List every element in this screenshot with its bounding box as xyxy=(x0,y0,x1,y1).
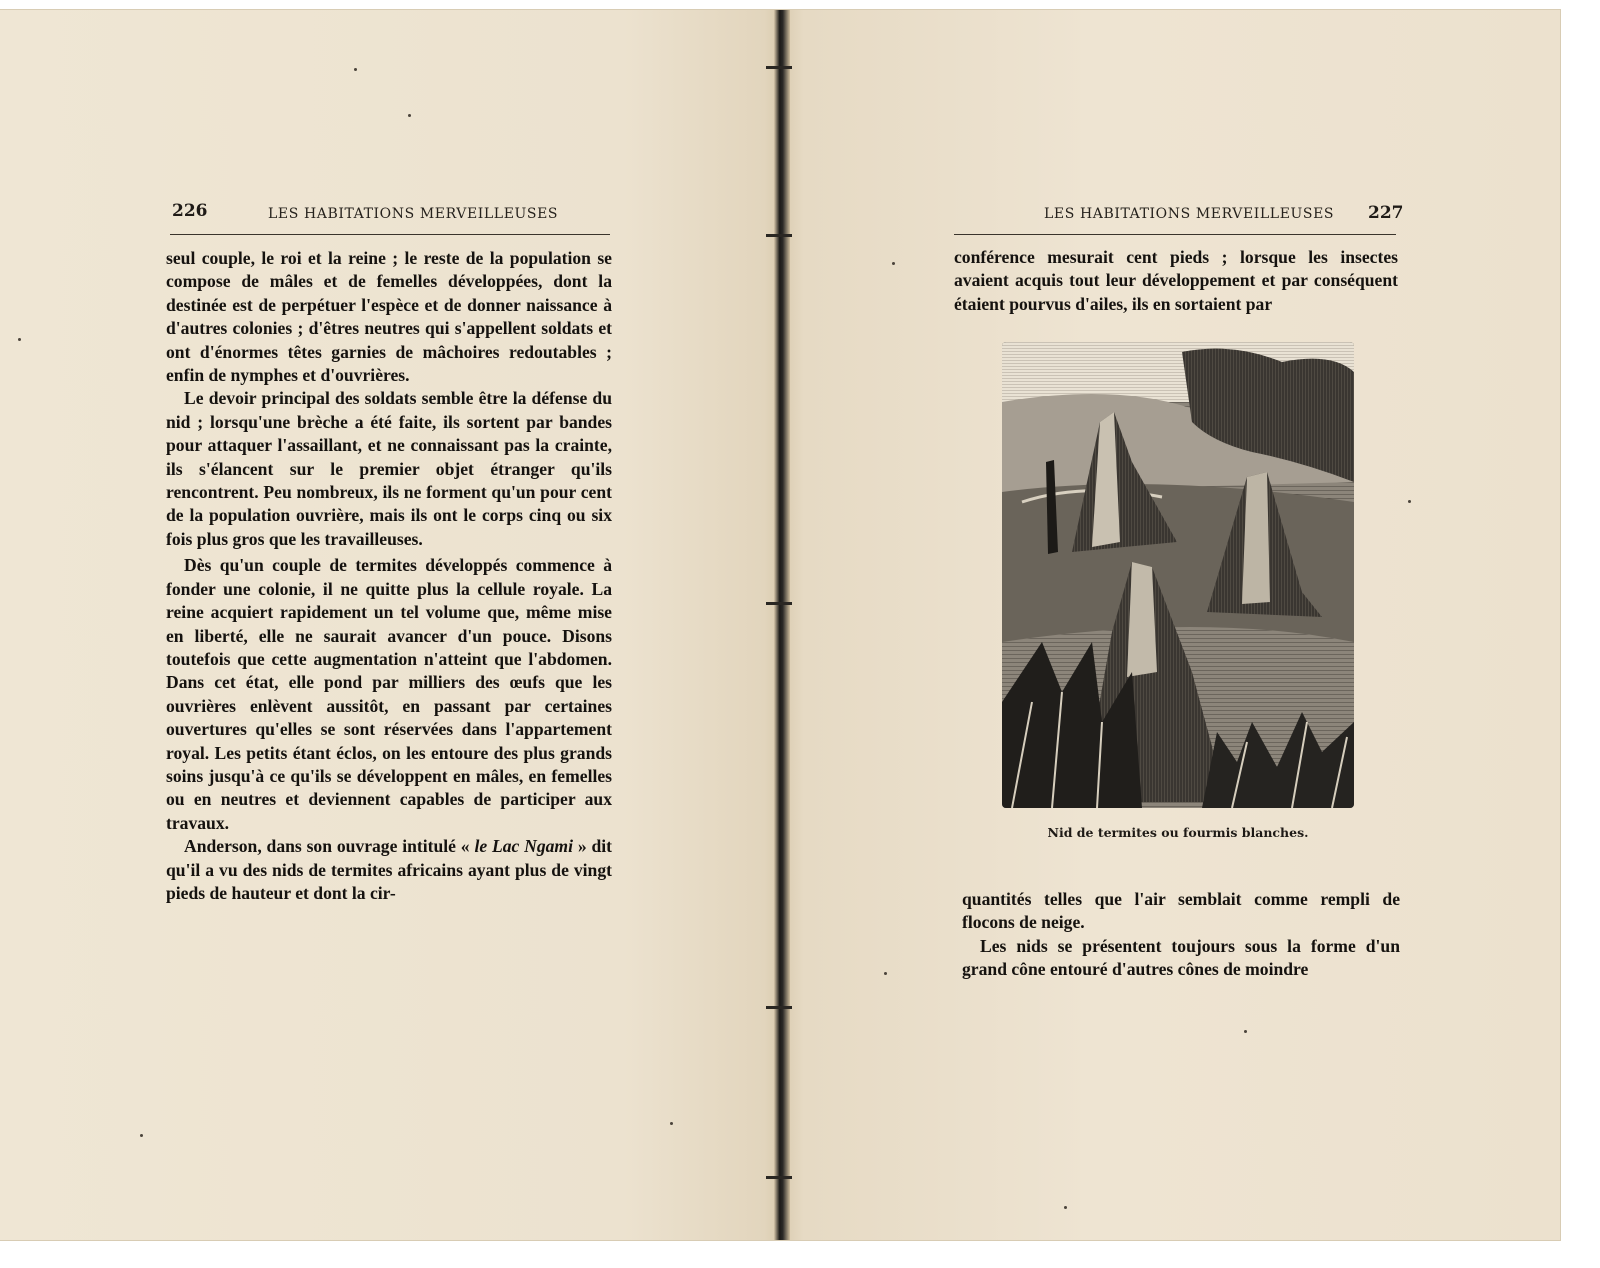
head-rule-right xyxy=(954,234,1396,235)
paragraph: quantités telles que l'air semblait comme rempli de flocons de neige. xyxy=(962,889,1400,933)
running-head-right: LES HABITATIONS MERVEILLEUSES xyxy=(1044,206,1335,222)
paper-speck xyxy=(354,68,357,71)
book-title: le Lac Ngami xyxy=(474,836,573,857)
paper-speck xyxy=(408,114,411,117)
binding-stitch xyxy=(766,66,792,69)
right-top-text xyxy=(954,246,1398,316)
paragraph: seul couple, le roi et la reine ; le reste de la population se compose de mâles et de femelles développées, dont la destinée est de perpétuer l'espèce et de donner naissance à d'autres colonies ; d'êtres neutres qui s'appellent soldats et ont d'énormes têtes garnies de mâchoires redoutables ; enfin de nymphes et d'ouvrières. xyxy=(166,248,612,386)
left-page xyxy=(0,10,774,1240)
paragraph xyxy=(166,835,612,905)
paragraph: Les nids se présentent toujours sous la forme d'un grand cône entouré d'autres cônes de moindre xyxy=(962,935,1400,980)
termite-nest-engraving xyxy=(1002,342,1354,808)
binding-stitch xyxy=(766,234,792,237)
paragraph: conférence mesurait cent pieds ; lorsque les insectes avaient acquis tout leur développement et par conséquent étaient pourvus d'ailes, ils en sortaient par xyxy=(954,247,1398,314)
running-head-left: LES HABITATIONS MERVEILLEUSES xyxy=(268,206,559,222)
paper-speck xyxy=(18,338,21,341)
paper-speck xyxy=(140,1134,143,1137)
text-run: Anderson, dans son ouvrage intitulé « xyxy=(184,836,470,857)
binding-stitch xyxy=(766,1176,792,1179)
paper-speck xyxy=(670,1122,673,1125)
paper-speck xyxy=(1244,1030,1247,1033)
paper-speck xyxy=(884,972,887,975)
binding-stitch xyxy=(766,602,792,605)
paragraph: Le devoir principal des soldats semble être la défense du nid ; lorsqu'une brèche a été faite, ils sortent par bandes pour attaquer l'assaillant, et ne connaissant pas la crainte, ils s'élancent sur le premier objet étranger qu'ils rencontrent. Peu nombreux, ils ne forment qu'un pour cent de la population ouvrière, mais ils ont le corps cinq ou six fois plus gros que les travailleuses. xyxy=(166,388,612,549)
open-book xyxy=(0,10,1560,1240)
paper-speck xyxy=(892,262,895,265)
paper-speck xyxy=(1408,500,1411,503)
book-spine xyxy=(774,10,790,1240)
page-number-left: 226 xyxy=(172,201,208,221)
paragraph: Dès qu'un couple de termites développés commence à fonder une colonie, il ne quitte plus la cellule royale. La reine acquiert rapidement un tel volume que, même mise en liberté, elle ne saurait avancer d'un pouce. Disons toutefois que cette augmentation n'atteint que l'abdomen. Dans cet état, elle pond par milliers des œufs que les ouvrières enlèvent aussitôt, en passant par certaines ouvertures qu'elles se sont réservées dans l'appartement royal. Les petits étant éclos, on les entoure des plus grands soins jusqu'à ce qu'ils se développent en mâles, en femelles ou en neutres et deviennent capables de participer aux travaux. xyxy=(166,555,612,833)
text-run: » dit qu'il a vu des nids de termites africains ayant plus de vingt pieds de hauteur et dont la cir- xyxy=(166,836,612,903)
figure-caption: Nid de termites ou fourmis blanches. xyxy=(1047,825,1309,840)
right-bottom-text xyxy=(962,888,1400,982)
right-page xyxy=(790,10,1560,1240)
paper-speck xyxy=(1064,1206,1067,1209)
left-body-text xyxy=(166,247,612,905)
head-rule-left xyxy=(170,234,610,235)
binding-stitch xyxy=(766,1006,792,1009)
page-number-right: 227 xyxy=(1368,203,1404,223)
